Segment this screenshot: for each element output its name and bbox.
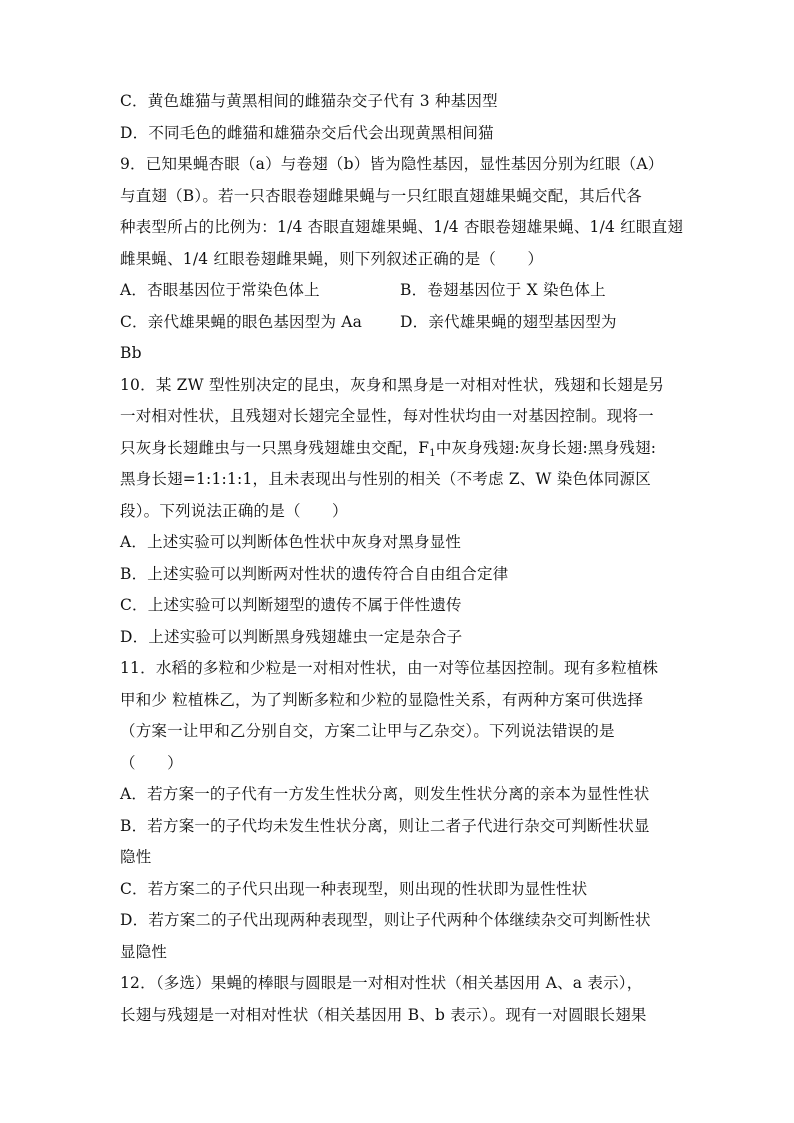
q8-option-d: D．不同毛色的雌猫和雄猫杂交后代会出现黄黑相间猫: [120, 123, 494, 142]
q12-stem-line-1: 12．（多选）果蝇的棒眼与圆眼是一对相对性状（相关基因用 A、a 表示），: [120, 974, 643, 992]
q10-stem-line-3: [120, 433, 680, 465]
q9-option-c: C．亲代雄果蝇的眼色基因型为 Aa: [120, 312, 363, 331]
q9-option-a: A．杏眼基因位于常染色体上: [120, 281, 320, 299]
q11-stem-line-3: （方案一让甲和乙分别自交，方案二让甲与乙杂交）。下列说法错误的是: [120, 722, 615, 740]
q8-option-c: C．黄色雄猫与黄黑相间的雌猫杂交子代有 3 种基因型: [120, 92, 498, 110]
q11-option-d-line-2: 显隐性: [120, 942, 168, 961]
q10-stem-line-4: 黑身长翅=1:1:1:1，且未表现出与性别的相关（不考虑 Z、W 染色体同源区: [120, 470, 651, 488]
q11-stem-line-2: 甲和少 粒植株乙，为了判断多粒和少粒的显隐性关系，有两种方案可供选择: [120, 690, 644, 709]
q9-stem-line-4: 雌果蝇、1/4 红眼卷翅雌果蝇，则下列叙述正确的是（ ）: [120, 249, 544, 268]
q10-f1-subscript: 1: [429, 447, 436, 459]
q9-stem-line-3: 种表型所占的比例为：1/4 杏眼直翅雄果蝇、1/4 杏眼卷翅雄果蝇、1/4 红眼直翅: [120, 218, 684, 236]
q11-option-a: A．若方案一的子代有一方发生性状分离，则发生性状分离的亲本为显性性状: [120, 785, 650, 803]
q10-option-c: C．上述实验可以判断翅型的遗传不属于伴性遗传: [120, 596, 462, 614]
q9-option-d-continued: Bb: [120, 344, 142, 362]
q10-stem-line-3-pre: 只灰身长翅雌虫与一只黑身残翅雄虫交配，F: [120, 438, 430, 457]
q9-stem-line-1: 9．已知果蝇杏眼（a）与卷翅（b）皆为隐性基因，显性基因分别为红眼（A）: [120, 155, 664, 173]
q9-options-row-1: [120, 275, 680, 307]
exam-page: [120, 86, 684, 1031]
q9-option-d: D．亲代雄果蝇的翅型基因型为: [400, 312, 617, 331]
q10-option-d: D．上述实验可以判断黑身残翅雄虫一定是杂合子: [120, 627, 463, 646]
q10-stem-line-3-post: 中灰身残翅:灰身长翅:黑身残翅:: [435, 438, 657, 457]
q10-option-b: B．上述实验可以判断两对性状的遗传符合自由组合定律: [120, 564, 509, 583]
q9-option-b: B．卷翅基因位于 X 染色体上: [400, 281, 606, 299]
q11-stem-line-4: （ ）: [120, 753, 183, 772]
q10-stem-line-5: 段）。下列说法正确的是（ ）: [120, 501, 348, 520]
q10-stem-line-2: 一对相对性状，且残翅对长翅完全显性，每对性状均由一对基因控制。现将一: [120, 407, 654, 425]
q10-stem-line-1: 10．某 ZW 型性别决定的昆虫，灰身和黑身是一对相对性状，残翅和长翅是另: [120, 375, 665, 394]
q11-option-b-line-2: 隐性: [120, 848, 152, 866]
q9-stem-line-2: 与直翅（B）。若一只杏眼卷翅雌果蝇与一只红眼直翅雄果蝇交配，其后代各: [120, 186, 642, 205]
q11-option-c: C．若方案二的子代只出现一种表现型，则出现的性状即为显性性状: [120, 879, 588, 898]
q12-stem-line-2: 长翅与残翅是一对相对性状（相关基因用 B、b 表示）。现有一对圆眼长翅果: [120, 1005, 647, 1024]
q11-option-b-line-1: B．若方案一的子代均未发生性状分离，则让二者子代进行杂交可判断性状显: [120, 816, 650, 835]
q11-stem-line-1: 11．水稻的多粒和少粒是一对相对性状，由一对等位基因控制。现有多粒植株: [120, 659, 659, 677]
q10-option-a: A．上述实验可以判断体色性状中灰身对黑身显性: [120, 533, 462, 551]
q9-options-row-2: [120, 307, 680, 339]
q11-option-d-line-1: D．若方案二的子代出现两种表现型，则让子代两种个体继续杂交可判断性状: [120, 911, 651, 929]
